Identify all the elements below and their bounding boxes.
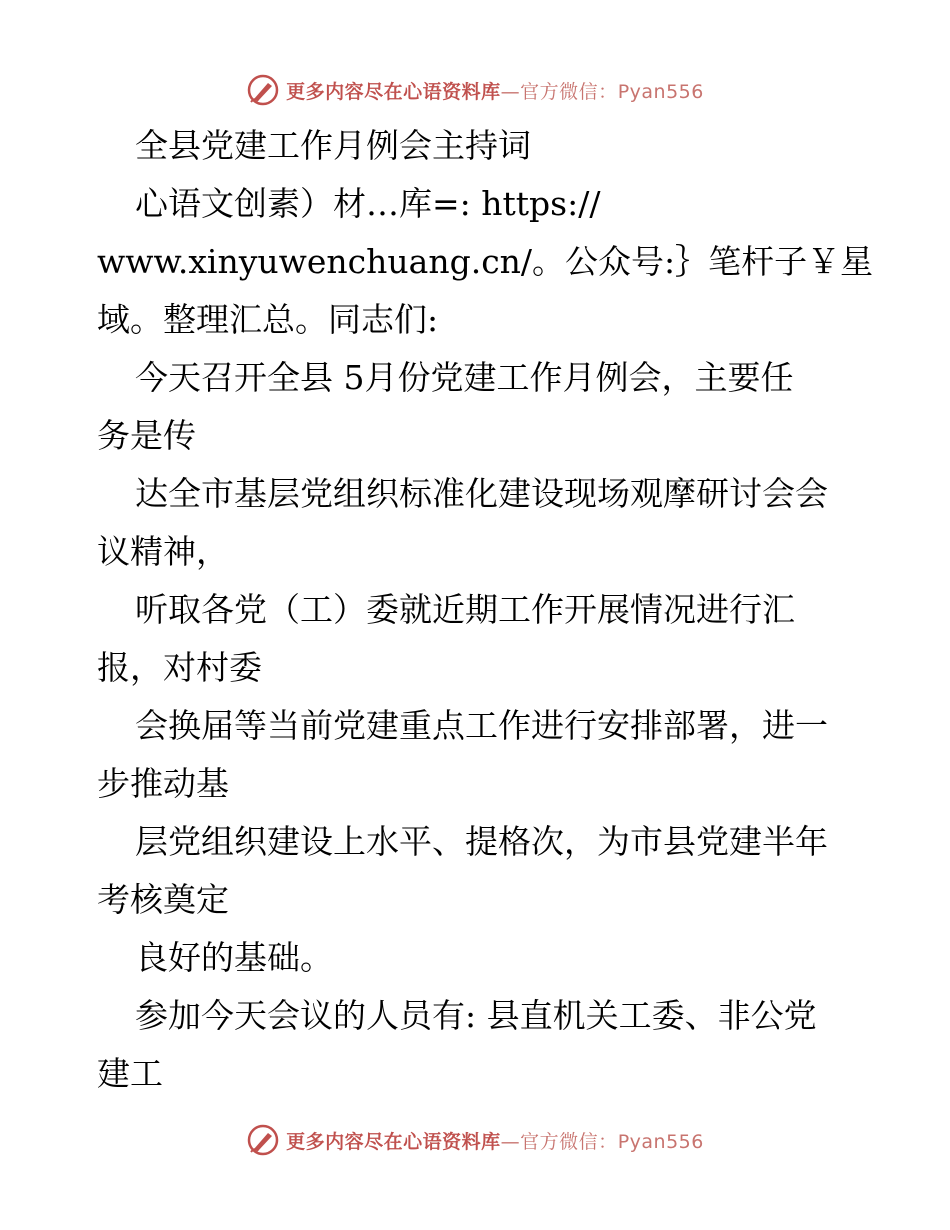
text-line: 务是传	[97, 416, 196, 455]
text-line: 心语文创素）材…库=: https://	[135, 184, 601, 223]
text-line: 步推动基	[97, 764, 229, 803]
banner-text: 更多内容尽在心语资料库—官方微信：Pyan556	[286, 1130, 704, 1153]
footer-banner	[0, 1120, 950, 1160]
header-banner	[0, 70, 950, 110]
text-line: 今天召开全县 5月份党建工作月例会，主要任	[135, 358, 794, 397]
text-line: 报，对村委	[97, 648, 262, 687]
text-line: www.xinyuwenchuang.cn/。公众号:｝笔杆子￥星	[97, 242, 874, 281]
text-line: 会换届等当前党建重点工作进行安排部署，进一	[135, 706, 828, 745]
text-line: 达全市基层党组织标准化建设现场观摩研讨会会	[135, 474, 828, 513]
text-line: 层党组织建设上水平、提格次，为市县党建半年	[135, 822, 828, 861]
document-body	[97, 117, 874, 1103]
document-title: 全县党建工作月例会主持词	[135, 126, 531, 165]
text-line: 良好的基础。	[135, 938, 333, 977]
text-line: 考核奠定	[97, 880, 229, 919]
text-line: 建工	[97, 1054, 163, 1093]
text-line: 域。整理汇总。同志们:	[97, 300, 439, 339]
text-line: 议精神，	[97, 532, 229, 571]
pen-circle-icon	[246, 73, 280, 107]
text-line: 听取各党（工）委就近期工作开展情况进行汇	[135, 590, 795, 629]
pen-circle-icon	[246, 1123, 280, 1157]
banner-text: 更多内容尽在心语资料库—官方微信：Pyan556	[286, 80, 704, 103]
text-line: 参加今天会议的人员有: 县直机关工委、非公党	[135, 996, 817, 1035]
